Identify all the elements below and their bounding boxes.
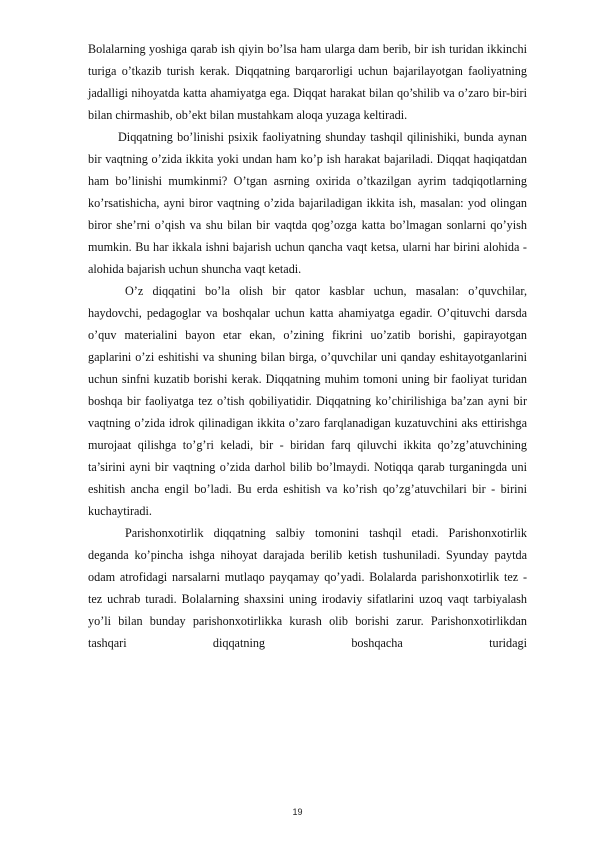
paragraph-2: Diqqatning bo’linishi psixik faoliyatning shunday tashqil qilinishiki, bunda aynan bir vaqtning o’zida ikkita yoki undan ham ko’p ish harakat bajariladi. Diqqat haqiqatdan ham bo’linishi mumkinmi? O’tgan asrning oxirida o’tkazilgan ayrim tadqiqotlarning ko’rsatishicha, ayni biror vaqtning o’zida bajariladigan ikkita ish, masalan: yod olingan biror she’rni o’qish va shu bilan bir vaqtda qog’ozga katta bo’lmagan sonlarni qo’yish mumkin. Bu har ikkala ishni bajarish uchun qancha vaqt ketsa, ularni har birini alohida - alohida bajarish uchun shuncha vaqt ketadi. [88, 130, 527, 276]
page-number: 19 [292, 807, 303, 817]
document-body [88, 38, 527, 654]
paragraph-1: Bolalarning yoshiga qarab ish qiyin bo’lsa ham ularga dam berib, bir ish turidan ikkinchi turiga o’tkazib turish kerak. Diqqatning barqarorligi uchun bajarilayotgan faoliyatning jadalligi nihoyatda katta ahamiyatga ega. Diqqat harakat bilan qo’shilib va o’zaro bir-biri bilan chirmashib, ob’ekt bilan mustahkam aloqa yuzaga keltiradi. [88, 42, 527, 122]
paragraph-4: Parishonxotirlik diqqatning salbiy tomonini tashqil etadi. Parishonxotirlik deganda ko’pincha ishga nihoyat darajada berilib ketish tushuniladi. Syunday paytda odam atrofidagi narsalarni mutlaqo payqamay qo’yadi. Bolalarda parishonxotirlik tez - tez uchrab turadi. Bolalarning shaxsini uning irodaviy sifatlarini uzoq vaqt tarbiyalash yo’li bilan bunday parishonxotirlikka kurash olib borishi zarur. Parishonxotirlikdan tashqari diqqatning boshqacha turidagi [88, 526, 527, 650]
paragraph-3: O’z diqqatini bo’la olish bir qator kasblar uchun, masalan: o’quvchilar, haydovchi, pedagoglar va boshqalar uchun katta ahamiyatga egadir. O’qituvchi darsda o’quv materialini bayon etar ekan, o’zining fikrini uo’zatib borishi, gapirayotgan gaplarini o’zi eshitishi va shuning bilan birga, o’quvchilar uni qanday eshitayotganlarini uchun sinfni kuzatib borishi kerak. Diqqatning muhim tomoni uning bir faoliyat turidan boshqa bir faoliyatga tez o’tish qobiliyatidir. Diqqatning ko’chirilishiga ba’zan ayni bir vaqtning o’zida idrok qilinadigan ikkita o’zaro farqlanadigan kuzatuvchini aks ettirishga murojaat qilishga to’g’ri keladi, bir - biridan farq qiluvchi ikkita qo’zg’atuvchining ta’sirini ayni bir vaqtning o’zida darhol bilib bo’lmaydi. Notiqqa qarab turganingda uni eshitish ancha engil bo’ladi. Bu erda eshitish va ko’rish qo’zg’atuvchilari bir - birini kuchaytiradi. [88, 284, 527, 518]
